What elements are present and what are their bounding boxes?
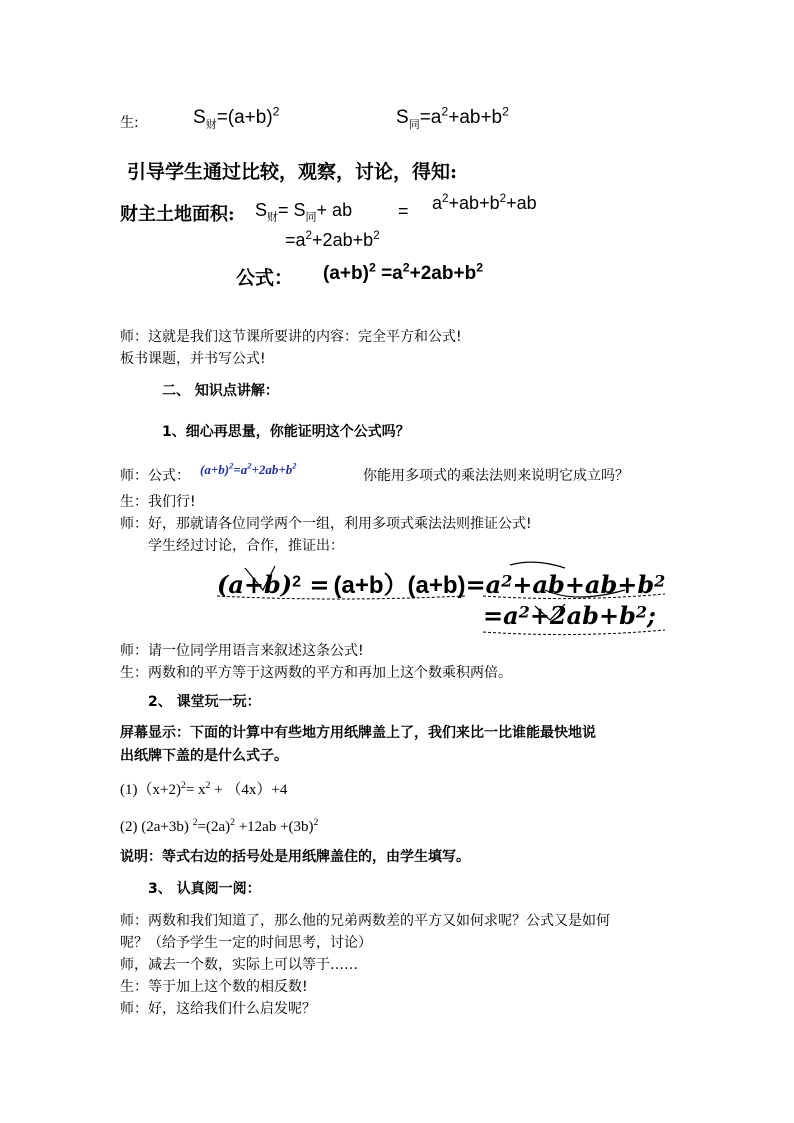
area-rhs-line2: $=a^2+2ab+b^2$ — [285, 229, 380, 250]
students-can: 生：我们行! — [120, 494, 196, 510]
teacher-describe: 师：请一位同学用语言来叙述这条公式! — [120, 643, 364, 659]
sub3-heading: 3、 认真阅一阅： — [148, 881, 261, 897]
exercise-1: $(1)(x+2)^2= x^2 + (4x)+4$ — [120, 780, 288, 798]
teacher-formula-prefix: 师：公式： — [120, 468, 190, 484]
screen-show-line2: 出纸牌下盖的是什么式子。 — [120, 748, 288, 764]
sub1-heading: 1、细心再思量，你能证明这个公式吗？ — [162, 424, 410, 440]
stroke-arrow-2 — [535, 604, 565, 620]
s-rich-equation: $S_财=(a+b)^2$ — [193, 104, 280, 131]
teacher-intro: 师：这就是我们这节课所要讲的内容：完全平方和公式! — [120, 329, 462, 345]
screen-show-line1: 屏幕显示：下面的计算中有些地方用纸牌盖上了，我们来比一比谁能最快地说 — [120, 725, 596, 741]
s-same-equation: $S_同=a^2+ab+b^2$ — [396, 104, 510, 131]
stroke-arc-1 — [510, 562, 565, 568]
student-describe: 生：两数和的平方等于这两数的平方和再加上这个数乘积两倍。 — [120, 665, 512, 681]
proof-annotation-strokes — [215, 560, 675, 640]
section2-heading: 二、 知识点讲解： — [162, 383, 279, 399]
teacher-question-line1: 师：两数和我们知道了，那么他的兄弟两数差的平方又如何求呢？公式又是如何 — [120, 913, 610, 929]
speaker-student-label: 生: — [120, 115, 139, 131]
explain-note: 说明：等式右边的括号处是用纸牌盖住的，由学生填写。 — [120, 849, 470, 865]
area-equals-sign: = — [398, 201, 409, 221]
area-equation-lhs: $S_财= S_同+$ ab — [255, 200, 353, 224]
teacher-hint: 师：好，这给我们什么启发呢？ — [120, 1001, 316, 1017]
teacher-subtract: 师，减去一个数，实际上可以等于…… — [120, 957, 358, 973]
student-opposite: 生：等于加上这个数的相反数! — [120, 979, 308, 995]
stroke-underline-1 — [217, 596, 465, 599]
students-derive: 学生经过讨论，合作，推证出： — [148, 538, 344, 554]
area-label: 财主土地面积: — [120, 204, 235, 225]
stroke-underline-3 — [483, 630, 665, 635]
teacher-formula-question: 你能用多项式的乘法法则来说明它成立吗？ — [363, 468, 629, 484]
teacher-question-line2: 呢？（给予学生一定的时间思考，讨论） — [120, 935, 372, 951]
stroke-arrow-1 — [245, 566, 275, 590]
sub2-heading: 2、 课堂玩一玩： — [148, 694, 261, 710]
teacher-groups: 师：好，那就请各位同学两个一组，利用多项式乘法法则推证公式! — [120, 516, 532, 532]
blue-formula: $(a+b)^2=a^2+2ab+b^2$ — [200, 460, 297, 477]
area-rhs-line1: $a^2+ab+b^2+ab$ — [432, 192, 537, 213]
board-title: 板书课题，并书写公式! — [120, 351, 266, 367]
exercise-2: (2) (2a+3b) $^2=(2a)^2 +12ab +(3b)^2$ — [120, 817, 319, 835]
guide-title: 引导学生通过比较，观察，讨论，得知: — [127, 161, 458, 183]
proof-line1: $(a+b)^2 = (a+b)(a+b)=a^2+ab+ab+b^2$ — [217, 570, 666, 599]
proof-line2: $=a^2+2ab+b^2$; — [483, 601, 656, 630]
stroke-arc-2 — [545, 590, 625, 597]
formula-label: 公式： — [236, 267, 294, 289]
formula-main: $(a+b)^2 =a^2+2ab+b^2$ — [323, 260, 484, 284]
